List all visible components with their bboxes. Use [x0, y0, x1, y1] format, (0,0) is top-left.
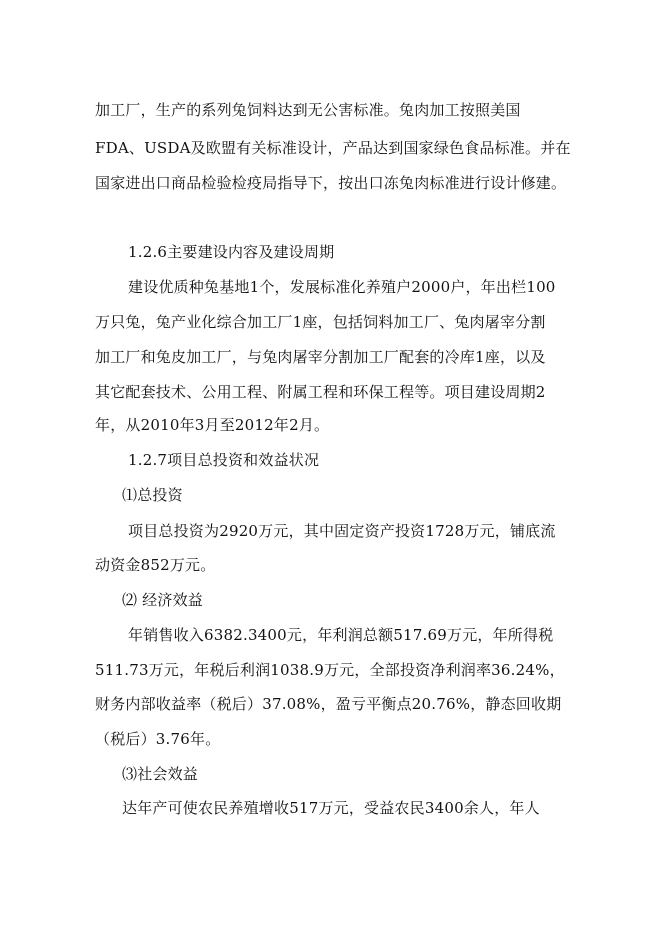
- paragraph-line: 511.73万元，年税后利润1038.9万元，全部投资净利润率36.24%，: [95, 661, 565, 679]
- subsection-title-total-investment: ⑴总投资: [122, 486, 183, 504]
- paragraph-line: （税后）3.76年。: [95, 730, 221, 748]
- section-heading-1-2-7: 1.2.7项目总投资和效益状况: [128, 451, 320, 469]
- paragraph-line: 财务内部收益率（税后）37.08%，盈亏平衡点20.76%，静态回收期: [95, 695, 562, 713]
- paragraph-line: 达年产可使农民养殖增收517万元，受益农民3400余人，年人: [122, 799, 540, 817]
- paragraph-line: 年销售收入6382.3400元，年利润总额517.69万元，年所得税: [128, 626, 554, 644]
- paragraph-line: 加工厂，生产的系列兔饲料达到无公害标准。兔肉加工按照美国: [95, 101, 521, 119]
- paragraph-line: 万只兔，兔产业化综合加工厂1座，包括饲料加工厂、兔肉屠宰分割: [95, 313, 546, 331]
- subsection-title-social-benefit: ⑶社会效益: [122, 765, 199, 783]
- paragraph-line: 其它配套技术、公用工程、附属工程和环保工程等。项目建设周期2: [95, 383, 546, 401]
- paragraph-line: 年，从2010年3月至2012年2月。: [95, 416, 330, 434]
- paragraph-line: FDA、USDA及欧盟有关标准设计，产品达到国家绿色食品标准。并在: [95, 139, 571, 157]
- paragraph-line: 加工厂和兔皮加工厂，与兔肉屠宰分割加工厂配套的冷库1座，以及: [95, 348, 546, 366]
- section-heading-1-2-6: 1.2.6主要建设内容及建设周期: [128, 243, 335, 261]
- paragraph-line: 项目总投资为2920万元，其中固定资产投资1728万元，铺底流: [128, 522, 556, 540]
- paragraph-line: 动资金852万元。: [95, 556, 216, 574]
- paragraph-line: 建设优质种兔基地1个，发展标准化养殖户2000户，年出栏100: [128, 278, 556, 296]
- subsection-title-economic-benefit: ⑵ 经济效益: [122, 591, 203, 609]
- paragraph-line: 国家进出口商品检验检疫局指导下，按出口冻兔肉标准进行设计修建。: [95, 174, 567, 192]
